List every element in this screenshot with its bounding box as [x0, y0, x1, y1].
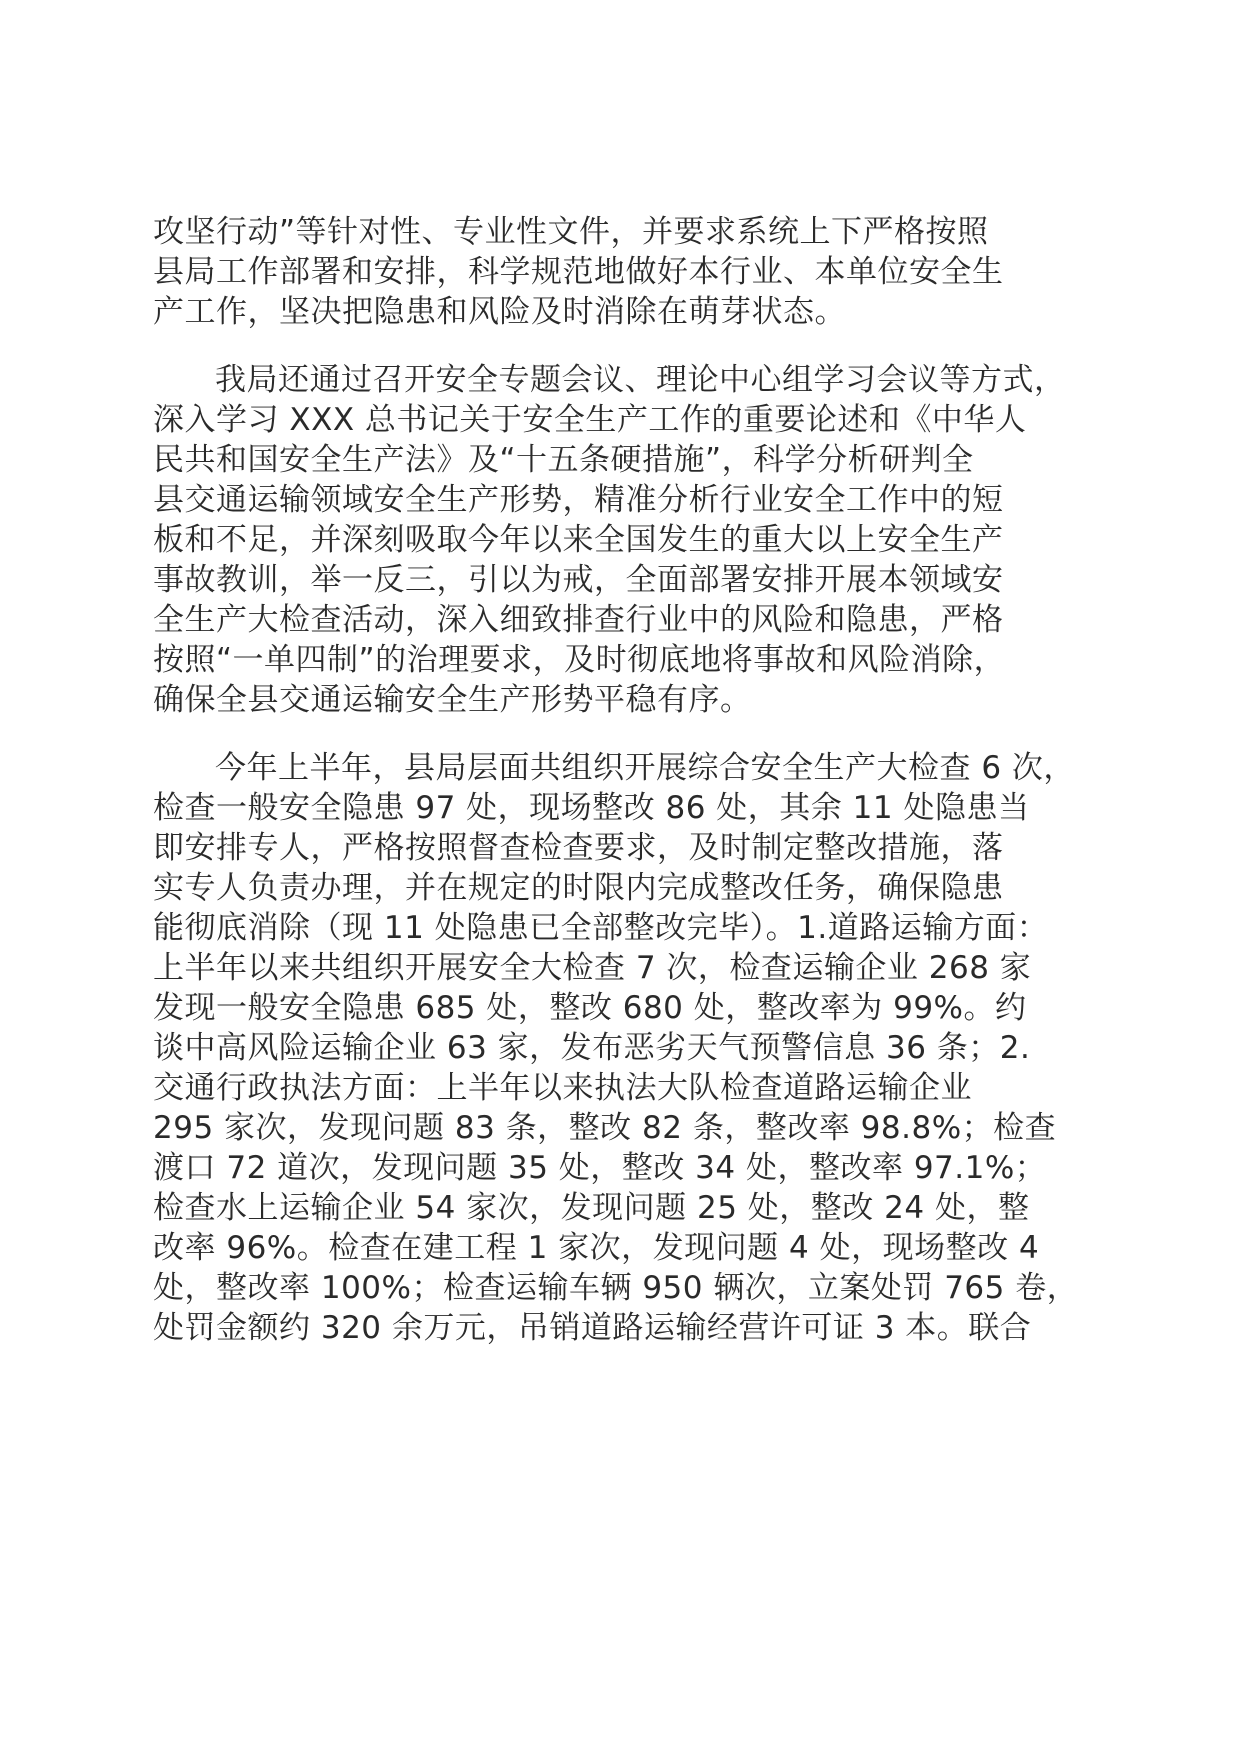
paragraph-3 [153, 748, 1093, 1348]
text-line: 县局工作部署和安排，科学规范地做好本行业、本单位安全生 [153, 254, 1004, 290]
text-line: 今年上半年，县局层面共组织开展综合安全生产大检查 6 次， [215, 750, 1075, 786]
text-line: 检查一般安全隐患 97 处，现场整改 86 处，其余 11 处隐患当 [153, 790, 1030, 826]
text-line: 攻坚行动”等针对性、专业性文件，并要求系统上下严格按照 [153, 214, 989, 250]
text-line: 事故教训，举一反三，引以为戒，全面部署安排开展本领域安 [153, 562, 1004, 598]
text-line: 改率 96%。检查在建工程 1 家次，发现问题 4 处，现场整改 4 [153, 1230, 1040, 1266]
text-line: 交通行政执法方面：上半年以来执法大队检查道路运输企业 [153, 1070, 972, 1106]
text-line: 渡口 72 道次，发现问题 35 处，整改 34 处，整改率 97.1%； [153, 1150, 1047, 1186]
text-line: 深入学习 XXX 总书记关于安全生产工作的重要论述和《中华人 [153, 402, 1027, 438]
text-line: 上半年以来共组织开展安全大检查 7 次，检查运输企业 268 家 [153, 950, 1032, 986]
text-line: 检查水上运输企业 54 家次，发现问题 25 处，整改 24 处，整 [153, 1190, 1030, 1226]
text-line: 实专人负责办理，并在规定的时限内完成整改任务，确保隐患 [153, 870, 1004, 906]
text-line: 处，整改率 100%；检查运输车辆 950 辆次，立案处罚 765 卷， [153, 1270, 1079, 1306]
text-line: 板和不足，并深刻吸取今年以来全国发生的重大以上安全生产 [153, 522, 1004, 558]
text-line: 全生产大检查活动，深入细致排查行业中的风险和隐患，严格 [153, 602, 1004, 638]
text-line: 我局还通过召开安全专题会议、理论中心组学习会议等方式， [215, 362, 1066, 398]
paragraph-2 [153, 360, 1093, 720]
text-line: 谈中高风险运输企业 63 家，发布恶劣天气预警信息 36 条；2. [153, 1030, 1031, 1066]
paragraph-1 [153, 212, 1093, 332]
text-line: 发现一般安全隐患 685 处，整改 680 处，整改率为 99%。约 [153, 990, 1027, 1026]
text-line: 能彻底消除（现 11 处隐患已全部整改完毕）。1.道路运输方面： [153, 910, 1049, 946]
document-page [153, 212, 1093, 1376]
text-line: 按照“一单四制”的治理要求，及时彻底地将事故和风险消除， [153, 642, 1006, 678]
text-line: 县交通运输领域安全生产形势，精准分析行业安全工作中的短 [153, 482, 1004, 518]
text-line: 即安排专人，严格按照督查检查要求，及时制定整改措施，落 [153, 830, 1004, 866]
text-line: 295 家次，发现问题 83 条，整改 82 条，整改率 98.8%；检查 [153, 1110, 1057, 1146]
text-line: 确保全县交通运输安全生产形势平稳有序。 [153, 682, 752, 718]
text-line: 民共和国安全生产法》及“十五条硬措施”，科学分析研判全 [153, 442, 974, 478]
text-line: 处罚金额约 320 余万元，吊销道路运输经营许可证 3 本。联合 [153, 1310, 1032, 1346]
text-line: 产工作，坚决把隐患和风险及时消除在萌芽状态。 [153, 294, 846, 330]
